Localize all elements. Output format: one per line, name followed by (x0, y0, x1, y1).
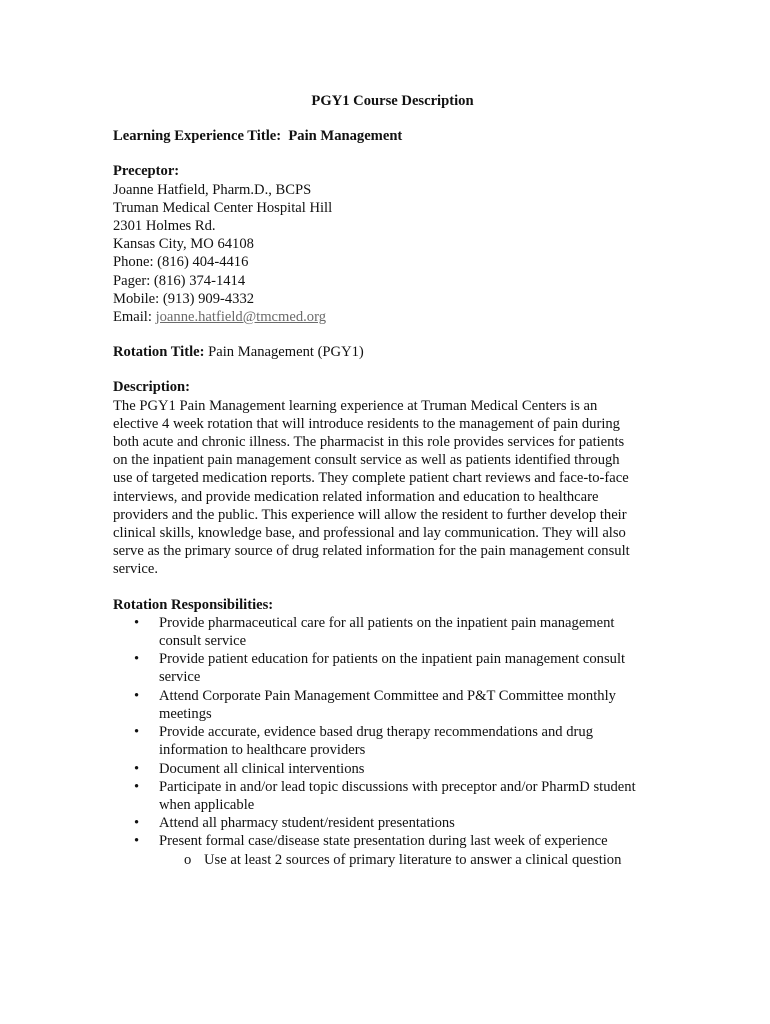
list-item (113, 687, 658, 723)
responsibilities-list (113, 614, 658, 869)
list-item (113, 778, 658, 814)
responsibilities-heading: Rotation Responsibilities: (113, 596, 274, 613)
description-paragraph (113, 397, 658, 579)
learning-experience-title (113, 127, 658, 145)
list-item-line: Present formal case/disease state presentation during last week of experience (159, 833, 608, 850)
preceptor-address: 2301 Holmes Rd. (113, 218, 216, 235)
description-line: elective 4 week rotation that will introduce residents to the management of pain during (113, 415, 620, 432)
learning-experience-label: Learning Experience Title: (113, 128, 282, 145)
description-line: clinical skills, knowledge base, and professional and lay communication. They will also (113, 525, 626, 542)
description-line: serve as the primary source of drug related information for the pain management consult (113, 543, 630, 560)
bullet-icon: • (134, 614, 140, 631)
responsibilities-section (113, 596, 658, 869)
list-item-line: Provide accurate, evidence based drug therapy recommendations and drug (159, 724, 593, 741)
sub-list-item-line: Use at least 2 sources of primary literature to answer a clinical question (204, 851, 622, 868)
list-item-line: Provide pharmaceutical care for all patients on the inpatient pain management (159, 614, 615, 631)
list-item-line: information to healthcare providers (159, 742, 366, 759)
sub-list-item (159, 851, 658, 869)
document-page (113, 92, 658, 886)
preceptor-email-link[interactable]: joanne.hatfield@tmcmed.org (155, 309, 326, 326)
bullet-icon: • (134, 760, 140, 777)
rotation-title-value: Pain Management (PGY1) (208, 344, 364, 361)
sub-bullet-icon: o (184, 851, 192, 868)
preceptor-phone: Phone: (816) 404-4416 (113, 254, 249, 271)
list-item-line: Attend all pharmacy student/resident presentations (159, 815, 455, 832)
list-item (113, 814, 658, 832)
rotation-title-label: Rotation Title: (113, 344, 205, 361)
preceptor-name: Joanne Hatfield, Pharm.D., BCPS (113, 181, 312, 198)
preceptor-city: Kansas City, MO 64108 (113, 236, 254, 253)
preceptor-email-row (113, 308, 658, 326)
list-item (113, 832, 658, 868)
list-item-line: service (159, 669, 201, 686)
preceptor-heading: Preceptor: (113, 163, 180, 180)
bullet-icon: • (134, 724, 140, 741)
preceptor-mobile: Mobile: (913) 909-4332 (113, 290, 255, 307)
bullet-icon: • (134, 651, 140, 668)
preceptor-email-label: Email: (113, 309, 152, 326)
bullet-icon: • (134, 815, 140, 832)
description-line: both acute and chronic illness. The pharmacist in this role provides services for patients (113, 434, 625, 451)
preceptor-pager: Pager: (816) 374-1414 (113, 272, 246, 289)
bullet-icon: • (134, 778, 140, 795)
description-line: providers and the public. This experience will allow the resident to further develop their (113, 506, 627, 523)
list-item (113, 723, 658, 759)
description-line: service. (113, 561, 158, 578)
description-line: The PGY1 Pain Management learning experience at Truman Medical Centers is an (113, 397, 598, 414)
list-item-line: when applicable (159, 796, 255, 813)
document-title-text: PGY1 Course Description (311, 93, 474, 109)
list-item-line: meetings (159, 705, 212, 722)
list-item (113, 650, 658, 686)
document-title (113, 92, 658, 110)
rotation-title (113, 343, 658, 361)
sub-list (159, 851, 658, 869)
list-item (113, 614, 658, 650)
bullet-icon: • (134, 687, 140, 704)
learning-experience-value: Pain Management (288, 128, 403, 145)
description-line: interviews, and provide medication related information and education to healthcare (113, 488, 599, 505)
list-item (113, 760, 658, 778)
description-line: use of targeted medication reports. They complete patient chart reviews and face-to-face (113, 470, 629, 487)
bullet-icon: • (134, 833, 140, 850)
list-item-line: consult service (159, 633, 247, 650)
description-section (113, 378, 658, 578)
list-item-line: Attend Corporate Pain Management Committee and P&T Committee monthly (159, 687, 616, 704)
list-item-line: Provide patient education for patients on the inpatient pain management consult (159, 651, 626, 668)
preceptor-institution: Truman Medical Center Hospital Hill (113, 199, 333, 216)
description-heading: Description: (113, 379, 191, 396)
description-line: on the inpatient pain management consult service as well as patients identified through (113, 452, 620, 469)
list-item-line: Document all clinical interventions (159, 760, 365, 777)
preceptor-section (113, 162, 658, 326)
list-item-line: Participate in and/or lead topic discussions with preceptor and/or PharmD student (159, 778, 636, 795)
